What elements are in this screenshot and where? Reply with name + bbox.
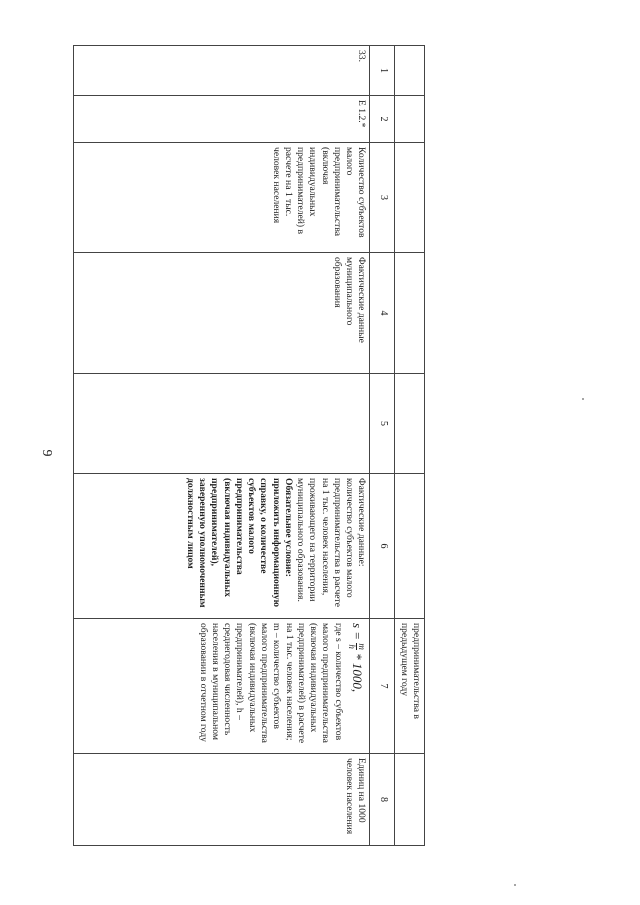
column-number-8: 8 [370, 754, 395, 846]
cont-cell-5 [395, 374, 425, 474]
formula-lhs: s = [350, 623, 366, 641]
page-number: 9 [39, 449, 54, 457]
data-source: Фактические данные муниципального образования [74, 253, 370, 374]
cont-cell-6 [395, 474, 425, 619]
column-number-row [370, 46, 395, 846]
column-number-3: 3 [370, 143, 395, 253]
formula-numerator: m [357, 643, 368, 650]
requirements-text: Фактические данные: количество субъектов малого предпринимательства в расчете на 1 тыс. человек населения, проживающего на территории муниципального образования. [295, 478, 368, 607]
cont-cell-3 [395, 143, 425, 253]
mandatory-condition: Обязательное условие: приложить информационную справку, о количестве субъектов малого предпринимательства (включая индивидуальных предпринимателей), заверенную уполномоченным должностным лицом [184, 478, 294, 608]
column-number-1: 1 [370, 46, 395, 96]
continuation-row [395, 46, 425, 846]
cont-cell-7: предпринимательства в предыдущем году [395, 619, 425, 754]
cont-cell-4 [395, 253, 425, 374]
column-number-6: 6 [370, 474, 395, 619]
column-number-4: 4 [370, 253, 395, 374]
scan-speck [582, 398, 584, 400]
formula-denominator: h [347, 644, 358, 649]
formula-fraction [347, 643, 367, 650]
formula-explanation: где s – количество субъектов малого предпринимательства (включая индивидуальных предпринимателей) в расчете на 1 тыс. человек населения; m – количество субъектов малого предпринимательства (включая индивидуальных предпринимателей), h – среднегодовая численность населения в муниципальном образовании в отчетном году [197, 623, 344, 744]
column-number-2: 2 [370, 96, 395, 143]
column-number-7: 7 [370, 619, 395, 754]
column-5-cell [74, 374, 370, 474]
formula-rhs: * 1000, [350, 653, 366, 693]
scan-speck [514, 884, 516, 886]
row-number: 33. [74, 46, 370, 96]
indicator-code: Е 1.2.* [74, 96, 370, 143]
cont-cell-2 [395, 96, 425, 143]
column-number-5: 5 [370, 374, 395, 474]
requirements-cell [74, 474, 370, 619]
cont-cell-1 [395, 46, 425, 96]
indicators-table [73, 45, 425, 846]
indicator-name: Количество субъектов малого предпринимательства (включая индивидуальных предпринимателей) в расчете на 1 тыс. человек населения [74, 143, 370, 253]
rotated-table-container [73, 45, 425, 845]
unit-cell: Единиц на 1000 человек населения [74, 754, 370, 846]
cont-cell-8 [395, 754, 425, 846]
calculation-cell [74, 619, 370, 754]
table-row [74, 46, 370, 846]
formula [347, 623, 367, 749]
